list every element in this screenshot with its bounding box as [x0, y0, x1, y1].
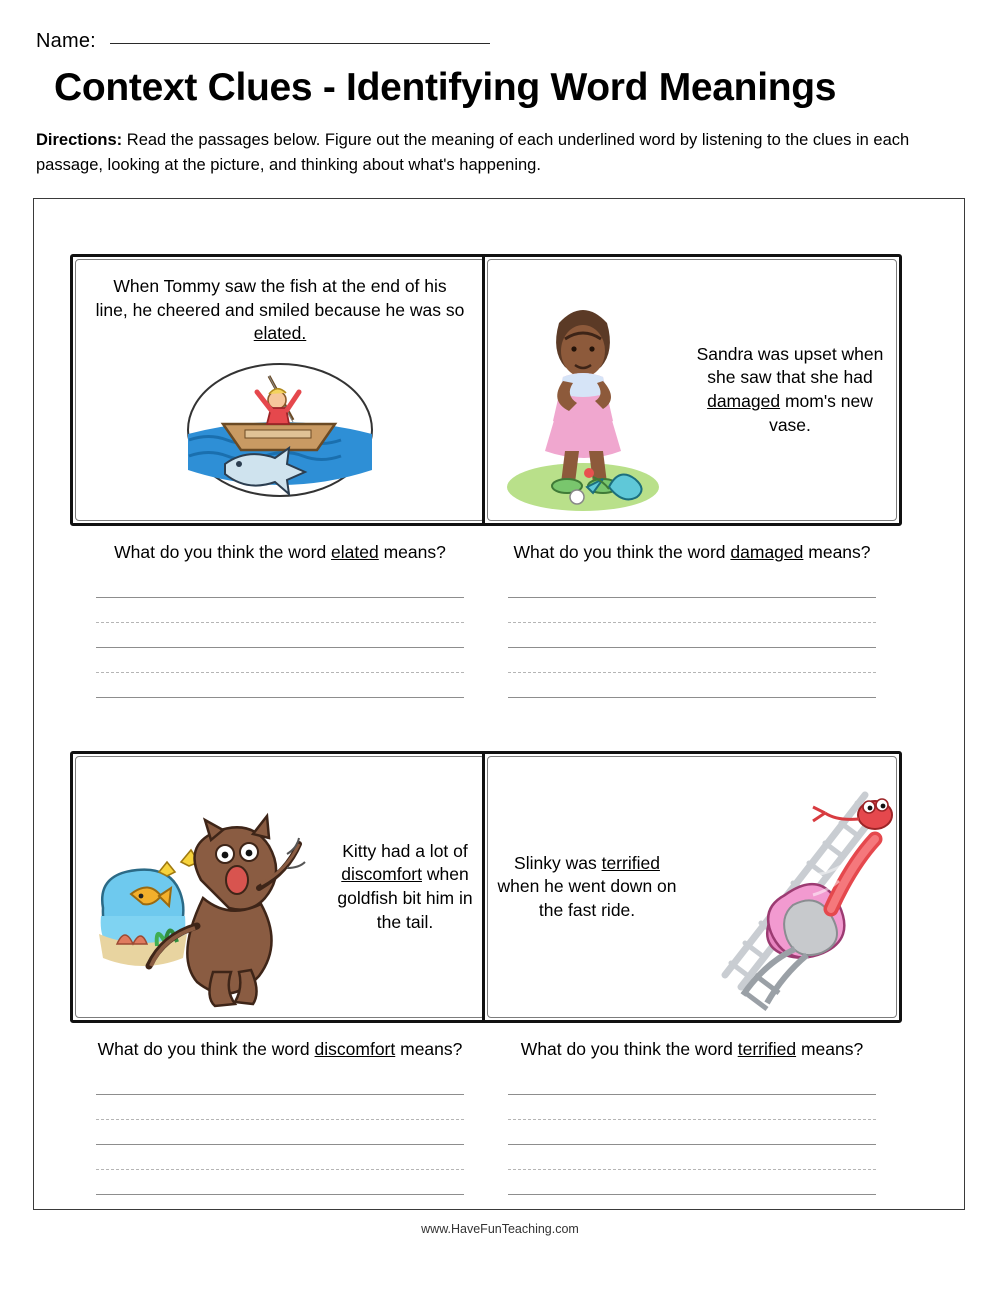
answer-line[interactable] — [96, 1070, 464, 1095]
answer-line[interactable] — [508, 1170, 876, 1195]
passage-keyword-1: elated. — [253, 323, 307, 344]
answer-line[interactable] — [508, 598, 876, 623]
answer-line[interactable] — [508, 1145, 876, 1170]
illustration-fishing-boy-in-boat — [165, 352, 395, 502]
passage-text-3 — [333, 840, 477, 935]
question-post-1: means? — [378, 542, 446, 562]
directions — [36, 128, 956, 178]
passage-panel-1 — [70, 254, 490, 526]
question-pre-3: What do you think the word — [97, 1039, 315, 1059]
passage-keyword-2: damaged — [707, 391, 781, 411]
directions-label: Directions: — [36, 131, 123, 149]
worksheet-item-4 — [482, 751, 902, 1195]
question-post-2: means? — [803, 542, 871, 562]
question-pre-1: What do you think the word — [114, 542, 332, 562]
passage-panel-2 — [482, 254, 902, 526]
answer-line[interactable] — [96, 623, 464, 648]
name-input-line[interactable] — [110, 42, 490, 44]
passage-text-2 — [691, 343, 889, 438]
question-2 — [482, 542, 902, 563]
passage-col-2 — [681, 343, 899, 438]
answer-lines-1[interactable] — [70, 573, 490, 698]
illustration-snake-on-slide — [689, 759, 899, 1015]
answer-line[interactable] — [96, 1145, 464, 1170]
passage-post-4: when he went down on the fast ride. — [497, 876, 677, 920]
question-pre-2: What do you think the word — [513, 542, 731, 562]
passage-pre-4: Slinky was — [514, 852, 602, 873]
illustration-girl-with-broken-vase — [485, 265, 681, 515]
footer-website[interactable]: www.HaveFunTeaching.com — [421, 1222, 579, 1236]
illustration-col-2 — [485, 265, 681, 515]
question-keyword-3: discomfort — [314, 1039, 396, 1059]
question-post-4: means? — [796, 1039, 864, 1059]
question-1 — [70, 542, 490, 563]
passage-pre-2: Sandra was upset when she saw that she had — [696, 343, 884, 388]
answer-line[interactable] — [508, 673, 876, 698]
answer-line[interactable] — [508, 573, 876, 598]
passage-post-2: mom's new vase. — [769, 391, 873, 435]
passage-pre-3: Kitty had a lot of — [342, 840, 468, 861]
illustration-cat-bitten-by-goldfish — [73, 758, 323, 1016]
name-row — [36, 30, 490, 53]
answer-line[interactable] — [96, 1095, 464, 1120]
question-post-3: means? — [395, 1039, 463, 1059]
passage-col-4 — [485, 852, 689, 923]
answer-line[interactable] — [96, 1170, 464, 1195]
answer-line[interactable] — [508, 1095, 876, 1120]
answer-line[interactable] — [508, 648, 876, 673]
question-4 — [482, 1039, 902, 1060]
answer-lines-2[interactable] — [482, 573, 902, 698]
passage-post-3: when goldfish bit him in the tail. — [337, 864, 473, 932]
passage-keyword-3: discomfort — [341, 864, 422, 885]
passage-keyword-4: terrified — [601, 852, 660, 873]
question-keyword-4: terrified — [737, 1039, 797, 1059]
worksheet-item-1 — [70, 254, 490, 698]
answer-lines-3[interactable] — [70, 1070, 490, 1195]
passage-pre-1: When Tommy saw the fish at the end of his line, he cheered and smiled because he was so — [95, 276, 465, 320]
illustration-col-4 — [689, 759, 899, 1015]
question-keyword-1: elated — [331, 542, 379, 562]
passage-panel-3 — [70, 751, 490, 1023]
passage-panel-4 — [482, 751, 902, 1023]
answer-lines-4[interactable] — [482, 1070, 902, 1195]
answer-line[interactable] — [96, 673, 464, 698]
answer-line[interactable] — [96, 598, 464, 623]
question-pre-4: What do you think the word — [520, 1039, 738, 1059]
worksheet-body — [33, 198, 965, 1210]
name-label: Name: — [36, 30, 96, 52]
illustration-col-3 — [73, 758, 323, 1016]
answer-line[interactable] — [508, 1120, 876, 1145]
answer-line[interactable] — [96, 573, 464, 598]
passage-text-4 — [495, 852, 679, 923]
worksheet-item-3 — [70, 751, 490, 1195]
answer-line[interactable] — [508, 1070, 876, 1095]
passage-col-3 — [323, 840, 487, 935]
page-title: Context Clues - Identifying Word Meanings — [54, 66, 837, 109]
worksheet-item-2 — [482, 254, 902, 698]
question-3 — [70, 1039, 490, 1060]
answer-line[interactable] — [508, 623, 876, 648]
answer-line[interactable] — [96, 1120, 464, 1145]
question-keyword-2: damaged — [730, 542, 804, 562]
directions-text: Read the passages below. Figure out the meaning of each underlined word by listening to the clues in each passage, looking at the picture, and thinking about what's happening. — [36, 131, 910, 174]
passage-text-1 — [73, 257, 487, 346]
answer-line[interactable] — [96, 648, 464, 673]
